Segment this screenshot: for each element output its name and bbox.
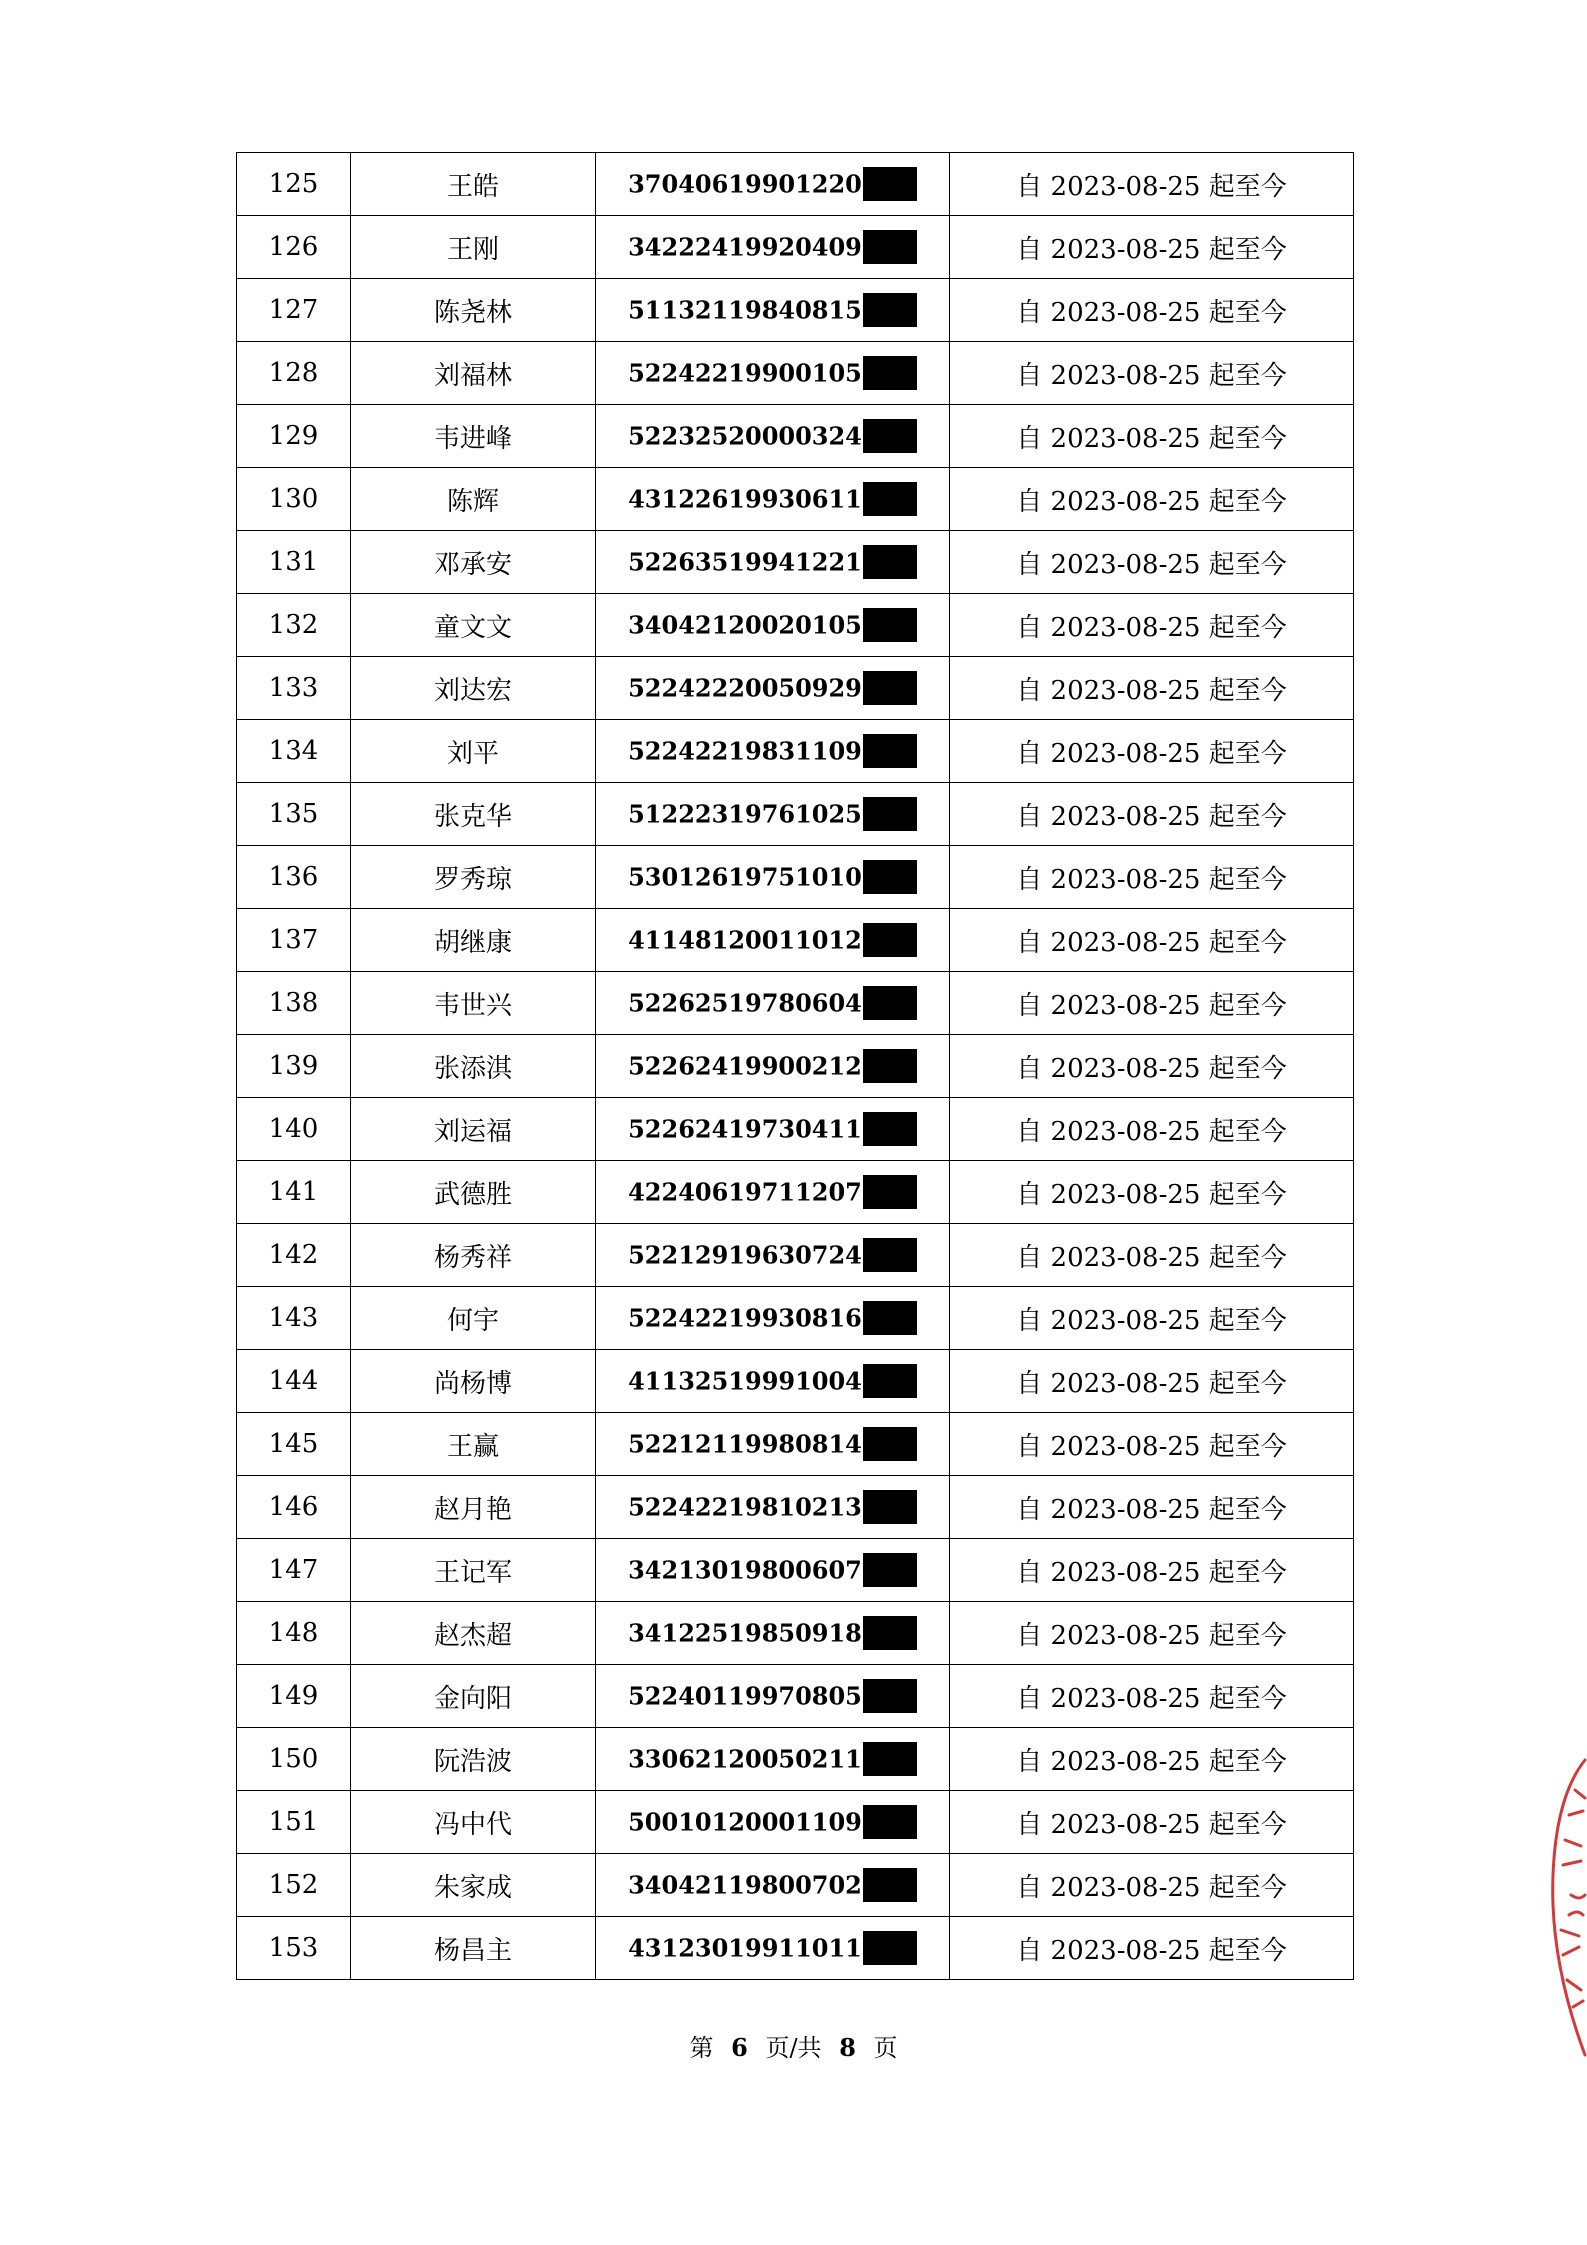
table-row xyxy=(237,1413,1354,1476)
table-row xyxy=(237,972,1354,1035)
id-number-prefix: 52240119970805 xyxy=(628,1681,862,1711)
row-index: 141 xyxy=(237,1161,351,1224)
person-name: 邓承安 xyxy=(351,531,596,594)
validity-period: 自 2023-08-25 起至今 xyxy=(950,846,1354,909)
validity-period: 自 2023-08-25 起至今 xyxy=(950,1917,1354,1980)
row-index: 137 xyxy=(237,909,351,972)
row-index: 132 xyxy=(237,594,351,657)
id-number-cell xyxy=(596,1161,950,1224)
redaction-block xyxy=(863,608,917,642)
person-name: 陈辉 xyxy=(351,468,596,531)
validity-period: 自 2023-08-25 起至今 xyxy=(950,153,1354,216)
id-number-cell xyxy=(596,1476,950,1539)
id-number-cell xyxy=(596,279,950,342)
person-name: 罗秀琼 xyxy=(351,846,596,909)
redaction-block xyxy=(863,1742,917,1776)
table-row xyxy=(237,342,1354,405)
id-number-cell xyxy=(596,531,950,594)
redaction-block xyxy=(863,1175,917,1209)
person-name: 刘运福 xyxy=(351,1098,596,1161)
row-index: 142 xyxy=(237,1224,351,1287)
id-number-prefix: 43123019911011 xyxy=(628,1933,862,1963)
id-number-prefix: 52242219900105 xyxy=(628,358,862,388)
table-row xyxy=(237,1098,1354,1161)
page-footer xyxy=(0,2028,1587,2063)
row-index: 143 xyxy=(237,1287,351,1350)
redaction-block xyxy=(863,1616,917,1650)
validity-period: 自 2023-08-25 起至今 xyxy=(950,1161,1354,1224)
page-suffix: 页 xyxy=(873,2034,898,2062)
person-name: 赵杰超 xyxy=(351,1602,596,1665)
validity-period: 自 2023-08-25 起至今 xyxy=(950,279,1354,342)
person-name: 冯中代 xyxy=(351,1791,596,1854)
row-index: 126 xyxy=(237,216,351,279)
table-row xyxy=(237,1854,1354,1917)
redaction-block xyxy=(863,1805,917,1839)
person-name: 武德胜 xyxy=(351,1161,596,1224)
id-number-cell xyxy=(596,1728,950,1791)
person-name: 赵月艳 xyxy=(351,1476,596,1539)
validity-period: 自 2023-08-25 起至今 xyxy=(950,909,1354,972)
id-number-cell xyxy=(596,909,950,972)
redaction-block xyxy=(863,1049,917,1083)
redaction-block xyxy=(863,1112,917,1146)
table-row xyxy=(237,1602,1354,1665)
id-number-cell xyxy=(596,657,950,720)
id-number-cell xyxy=(596,1035,950,1098)
id-number-prefix: 52262519780604 xyxy=(628,988,862,1018)
table-row xyxy=(237,909,1354,972)
id-number-prefix: 34213019800607 xyxy=(628,1555,862,1585)
table-row xyxy=(237,1791,1354,1854)
page-middle-text: 页/共 xyxy=(765,2034,822,2062)
validity-period: 自 2023-08-25 起至今 xyxy=(950,405,1354,468)
id-number-prefix: 42240619711207 xyxy=(628,1177,862,1207)
row-index: 146 xyxy=(237,1476,351,1539)
validity-period: 自 2023-08-25 起至今 xyxy=(950,468,1354,531)
redaction-block xyxy=(863,1364,917,1398)
validity-period: 自 2023-08-25 起至今 xyxy=(950,972,1354,1035)
id-number-prefix: 33062120050211 xyxy=(628,1744,862,1774)
id-number-cell xyxy=(596,1098,950,1161)
id-number-cell xyxy=(596,153,950,216)
person-name: 阮浩波 xyxy=(351,1728,596,1791)
id-number-prefix: 53012619751010 xyxy=(628,862,862,892)
person-name: 杨秀祥 xyxy=(351,1224,596,1287)
row-index: 151 xyxy=(237,1791,351,1854)
person-name: 刘平 xyxy=(351,720,596,783)
table-row xyxy=(237,1224,1354,1287)
id-number-prefix: 52232520000324 xyxy=(628,421,862,451)
person-name: 王皓 xyxy=(351,153,596,216)
table-row xyxy=(237,1287,1354,1350)
redaction-block xyxy=(863,419,917,453)
table-row xyxy=(237,1539,1354,1602)
redaction-block xyxy=(863,293,917,327)
id-number-cell xyxy=(596,594,950,657)
table-row xyxy=(237,594,1354,657)
table-row xyxy=(237,1728,1354,1791)
id-number-cell xyxy=(596,1539,950,1602)
redaction-block xyxy=(863,167,917,201)
page-prefix: 第 xyxy=(689,2034,714,2062)
table-row xyxy=(237,216,1354,279)
table-row xyxy=(237,1161,1354,1224)
redaction-block xyxy=(863,671,917,705)
validity-period: 自 2023-08-25 起至今 xyxy=(950,1665,1354,1728)
redaction-block xyxy=(863,1553,917,1587)
redaction-block xyxy=(863,986,917,1020)
table-row xyxy=(237,846,1354,909)
row-index: 136 xyxy=(237,846,351,909)
id-number-cell xyxy=(596,720,950,783)
id-number-prefix: 52263519941221 xyxy=(628,547,862,577)
person-name: 王记军 xyxy=(351,1539,596,1602)
id-number-prefix: 34042120020105 xyxy=(628,610,862,640)
id-number-cell xyxy=(596,1224,950,1287)
redaction-block xyxy=(863,1931,917,1965)
redaction-block xyxy=(863,1427,917,1461)
validity-period: 自 2023-08-25 起至今 xyxy=(950,1476,1354,1539)
id-number-prefix: 52242220050929 xyxy=(628,673,862,703)
table-row xyxy=(237,1917,1354,1980)
table-row xyxy=(237,153,1354,216)
id-number-cell xyxy=(596,1665,950,1728)
seal-stamp-edge xyxy=(1545,1755,1587,2075)
person-name: 何宇 xyxy=(351,1287,596,1350)
table-row xyxy=(237,1035,1354,1098)
row-index: 148 xyxy=(237,1602,351,1665)
id-number-prefix: 41148120011012 xyxy=(628,925,862,955)
table-row xyxy=(237,1476,1354,1539)
person-name: 韦进峰 xyxy=(351,405,596,468)
person-name: 杨昌主 xyxy=(351,1917,596,1980)
person-name: 张克华 xyxy=(351,783,596,846)
redaction-block xyxy=(863,1490,917,1524)
validity-period: 自 2023-08-25 起至今 xyxy=(950,1035,1354,1098)
total-pages-number: 8 xyxy=(839,2033,856,2062)
id-number-prefix: 52242219810213 xyxy=(628,1492,862,1522)
table-row xyxy=(237,783,1354,846)
row-index: 133 xyxy=(237,657,351,720)
person-name: 童文文 xyxy=(351,594,596,657)
row-index: 150 xyxy=(237,1728,351,1791)
validity-period: 自 2023-08-25 起至今 xyxy=(950,1854,1354,1917)
row-index: 152 xyxy=(237,1854,351,1917)
id-number-prefix: 52212919630724 xyxy=(628,1240,862,1270)
validity-period: 自 2023-08-25 起至今 xyxy=(950,1350,1354,1413)
row-index: 145 xyxy=(237,1413,351,1476)
id-number-cell xyxy=(596,1602,950,1665)
id-number-prefix: 50010120001109 xyxy=(628,1807,862,1837)
id-number-cell xyxy=(596,468,950,531)
id-number-cell xyxy=(596,1287,950,1350)
table-row xyxy=(237,531,1354,594)
id-number-prefix: 43122619930611 xyxy=(628,484,862,514)
validity-period: 自 2023-08-25 起至今 xyxy=(950,531,1354,594)
row-index: 125 xyxy=(237,153,351,216)
redaction-block xyxy=(863,230,917,264)
person-name: 刘福林 xyxy=(351,342,596,405)
validity-period: 自 2023-08-25 起至今 xyxy=(950,342,1354,405)
table-row xyxy=(237,405,1354,468)
table-row xyxy=(237,657,1354,720)
person-name: 刘达宏 xyxy=(351,657,596,720)
row-index: 153 xyxy=(237,1917,351,1980)
validity-period: 自 2023-08-25 起至今 xyxy=(950,1791,1354,1854)
validity-period: 自 2023-08-25 起至今 xyxy=(950,594,1354,657)
id-number-prefix: 34042119800702 xyxy=(628,1870,862,1900)
id-number-cell xyxy=(596,1854,950,1917)
row-index: 140 xyxy=(237,1098,351,1161)
table-row xyxy=(237,279,1354,342)
id-number-cell xyxy=(596,216,950,279)
row-index: 134 xyxy=(237,720,351,783)
person-name: 王刚 xyxy=(351,216,596,279)
row-index: 149 xyxy=(237,1665,351,1728)
id-number-prefix: 52212119980814 xyxy=(628,1429,862,1459)
person-name: 王赢 xyxy=(351,1413,596,1476)
validity-period: 自 2023-08-25 起至今 xyxy=(950,783,1354,846)
validity-period: 自 2023-08-25 起至今 xyxy=(950,1728,1354,1791)
id-number-cell xyxy=(596,783,950,846)
redaction-block xyxy=(863,860,917,894)
row-index: 147 xyxy=(237,1539,351,1602)
redaction-block xyxy=(863,734,917,768)
id-number-prefix: 52262419730411 xyxy=(628,1114,862,1144)
person-name: 胡继康 xyxy=(351,909,596,972)
validity-period: 自 2023-08-25 起至今 xyxy=(950,720,1354,783)
person-name: 尚杨博 xyxy=(351,1350,596,1413)
id-number-prefix: 52242219831109 xyxy=(628,736,862,766)
redaction-block xyxy=(863,356,917,390)
redaction-block xyxy=(863,797,917,831)
current-page-number: 6 xyxy=(731,2033,748,2062)
validity-period: 自 2023-08-25 起至今 xyxy=(950,1224,1354,1287)
id-number-cell xyxy=(596,846,950,909)
redaction-block xyxy=(863,1868,917,1902)
row-index: 131 xyxy=(237,531,351,594)
row-index: 139 xyxy=(237,1035,351,1098)
validity-period: 自 2023-08-25 起至今 xyxy=(950,657,1354,720)
id-number-cell xyxy=(596,342,950,405)
person-name: 陈尧林 xyxy=(351,279,596,342)
validity-period: 自 2023-08-25 起至今 xyxy=(950,1098,1354,1161)
validity-period: 自 2023-08-25 起至今 xyxy=(950,1287,1354,1350)
id-number-prefix: 51132119840815 xyxy=(628,295,862,325)
row-index: 138 xyxy=(237,972,351,1035)
validity-period: 自 2023-08-25 起至今 xyxy=(950,1413,1354,1476)
id-number-prefix: 34122519850918 xyxy=(628,1618,862,1648)
validity-period: 自 2023-08-25 起至今 xyxy=(950,1602,1354,1665)
id-number-cell xyxy=(596,1350,950,1413)
id-number-prefix: 37040619901220 xyxy=(628,169,862,199)
redaction-block xyxy=(863,923,917,957)
table-row xyxy=(237,1350,1354,1413)
person-name: 韦世兴 xyxy=(351,972,596,1035)
table-row xyxy=(237,1665,1354,1728)
id-number-cell xyxy=(596,1791,950,1854)
redaction-block xyxy=(863,1238,917,1272)
roster-table xyxy=(236,152,1354,1980)
redaction-block xyxy=(863,1679,917,1713)
row-index: 144 xyxy=(237,1350,351,1413)
row-index: 127 xyxy=(237,279,351,342)
id-number-prefix: 41132519991004 xyxy=(628,1366,862,1396)
person-name: 朱家成 xyxy=(351,1854,596,1917)
row-index: 130 xyxy=(237,468,351,531)
person-name: 金向阳 xyxy=(351,1665,596,1728)
id-number-prefix: 52262419900212 xyxy=(628,1051,862,1081)
id-number-cell xyxy=(596,405,950,468)
id-number-cell xyxy=(596,972,950,1035)
person-name: 张添淇 xyxy=(351,1035,596,1098)
redaction-block xyxy=(863,482,917,516)
id-number-prefix: 34222419920409 xyxy=(628,232,862,262)
roster-body xyxy=(237,153,1354,1980)
redaction-block xyxy=(863,545,917,579)
id-number-cell xyxy=(596,1413,950,1476)
row-index: 128 xyxy=(237,342,351,405)
row-index: 129 xyxy=(237,405,351,468)
id-number-cell xyxy=(596,1917,950,1980)
validity-period: 自 2023-08-25 起至今 xyxy=(950,216,1354,279)
table-row xyxy=(237,468,1354,531)
redaction-block xyxy=(863,1301,917,1335)
id-number-prefix: 52242219930816 xyxy=(628,1303,862,1333)
table-row xyxy=(237,720,1354,783)
row-index: 135 xyxy=(237,783,351,846)
id-number-prefix: 51222319761025 xyxy=(628,799,862,829)
validity-period: 自 2023-08-25 起至今 xyxy=(950,1539,1354,1602)
